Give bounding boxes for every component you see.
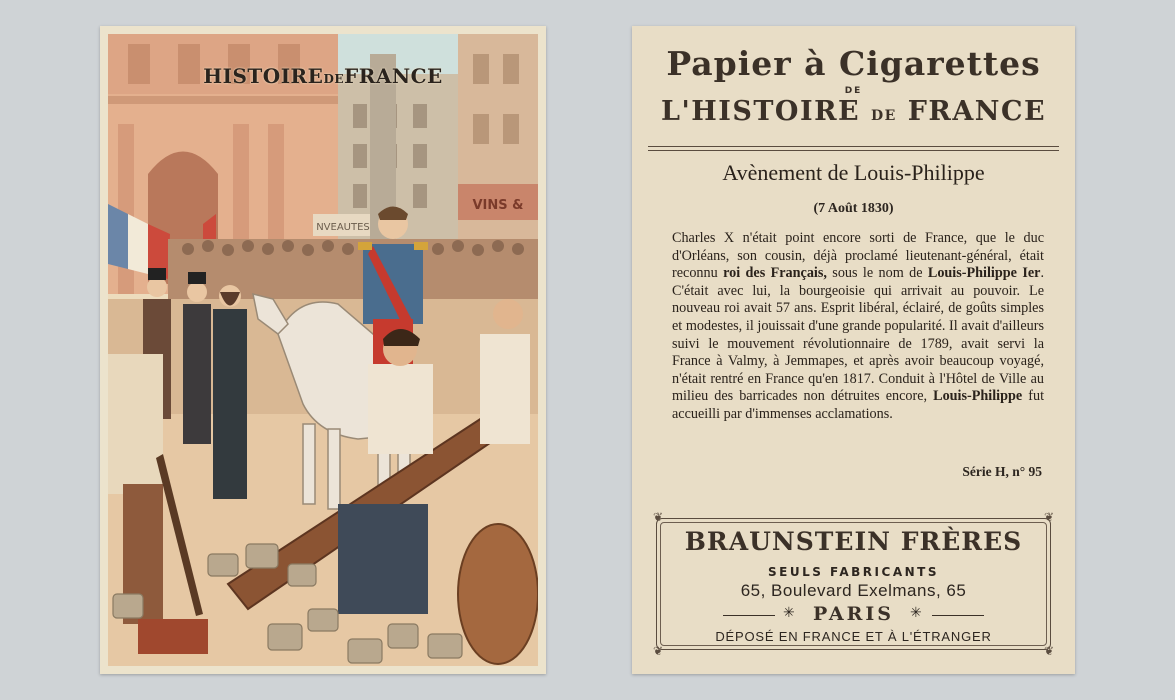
shop-sign-right: VINS & — [472, 198, 524, 213]
maker-box — [653, 510, 1054, 658]
header-rule-top — [648, 146, 1059, 147]
card-body-text — [672, 230, 1044, 424]
maker-address: 65, Boulevard Exelmans, 65 — [740, 581, 967, 600]
maker-subtitle: SEULS FABRICANTS — [768, 565, 939, 579]
front-title-france: FRANCE — [344, 64, 443, 88]
corner-ornament-tl-icon: ❦ — [653, 510, 664, 524]
body-bold-roi: roi des Français, — [723, 265, 827, 282]
front-illustration — [108, 34, 538, 666]
corner-ornament-tr-icon: ❦ — [1043, 510, 1054, 524]
star-right-icon: ✳ — [910, 605, 922, 621]
street-scene-illustration — [108, 34, 538, 666]
body-text-4: fut accueilli par d'immenses acclamations. — [672, 388, 1045, 422]
card-subtitle: Avènement de Louis-Philippe — [722, 160, 985, 185]
header-histoire-de-france — [632, 96, 1075, 127]
maker-deposit-notice: DÉPOSÉ EN FRANCE ET À L'ÉTRANGER — [715, 629, 992, 644]
star-left-icon: ✳ — [783, 605, 795, 621]
corner-ornament-bl-icon: ❦ — [653, 644, 664, 658]
back-card — [632, 26, 1075, 674]
body-text-1: Charles X n'était point encore sorti de France, que le duc d'Orléans, son cousin, déjà proclamé lieutenant-général, était reconnu — [672, 230, 1044, 282]
corner-ornament-br-icon: ❦ — [1043, 644, 1054, 658]
body-text-3: . C'était avec lui, la bourgeoisie qui arrivait au pouvoir. Le nouveau roi avait 57 ans. Esprit libéral, éclairé, de goûts simples et modestes, il jouissait d'une grande popularité. Il avait d'ailleurs suivi le mouvement révolutionnaire de 1789, avait servi la France à Valmy, à Jemmapes, et après avoir beaucoup voyagé, n'était rentré en France qu'en 1817. Conduit à l'Hôtel de Ville au milieu des barricades non détruites encore, — [672, 265, 1044, 405]
header-papier-a-cigarettes: Papier à Cigarettes — [666, 44, 1041, 83]
body-text-2: sous le nom de — [826, 265, 928, 282]
header-de-small: DE — [871, 108, 897, 124]
card-date: (7 Août 1830) — [813, 201, 894, 216]
front-title — [108, 64, 538, 88]
shop-sign-left: NVEAUTES — [316, 222, 370, 233]
city-dash-right — [932, 615, 984, 616]
maker-city-row — [657, 603, 1050, 627]
header-rule-bottom — [648, 150, 1059, 151]
header-histoire: L'HISTOIRE — [660, 96, 861, 127]
maker-name: BRAUNSTEIN FRÈRES — [684, 527, 1023, 556]
front-card — [100, 26, 546, 674]
header-france: FRANCE — [907, 96, 1047, 127]
header-de: DE — [844, 86, 863, 96]
front-title-histoire: HISTOIRE — [203, 64, 324, 88]
body-bold-louis-philippe-2: Louis-Philippe — [933, 388, 1023, 405]
maker-city: PARIS — [812, 603, 895, 625]
front-title-de: DE — [323, 72, 344, 86]
body-bold-louis-philippe: Louis-Philippe Ier — [927, 265, 1041, 282]
series-number: Série H, n° 95 — [962, 464, 1042, 479]
